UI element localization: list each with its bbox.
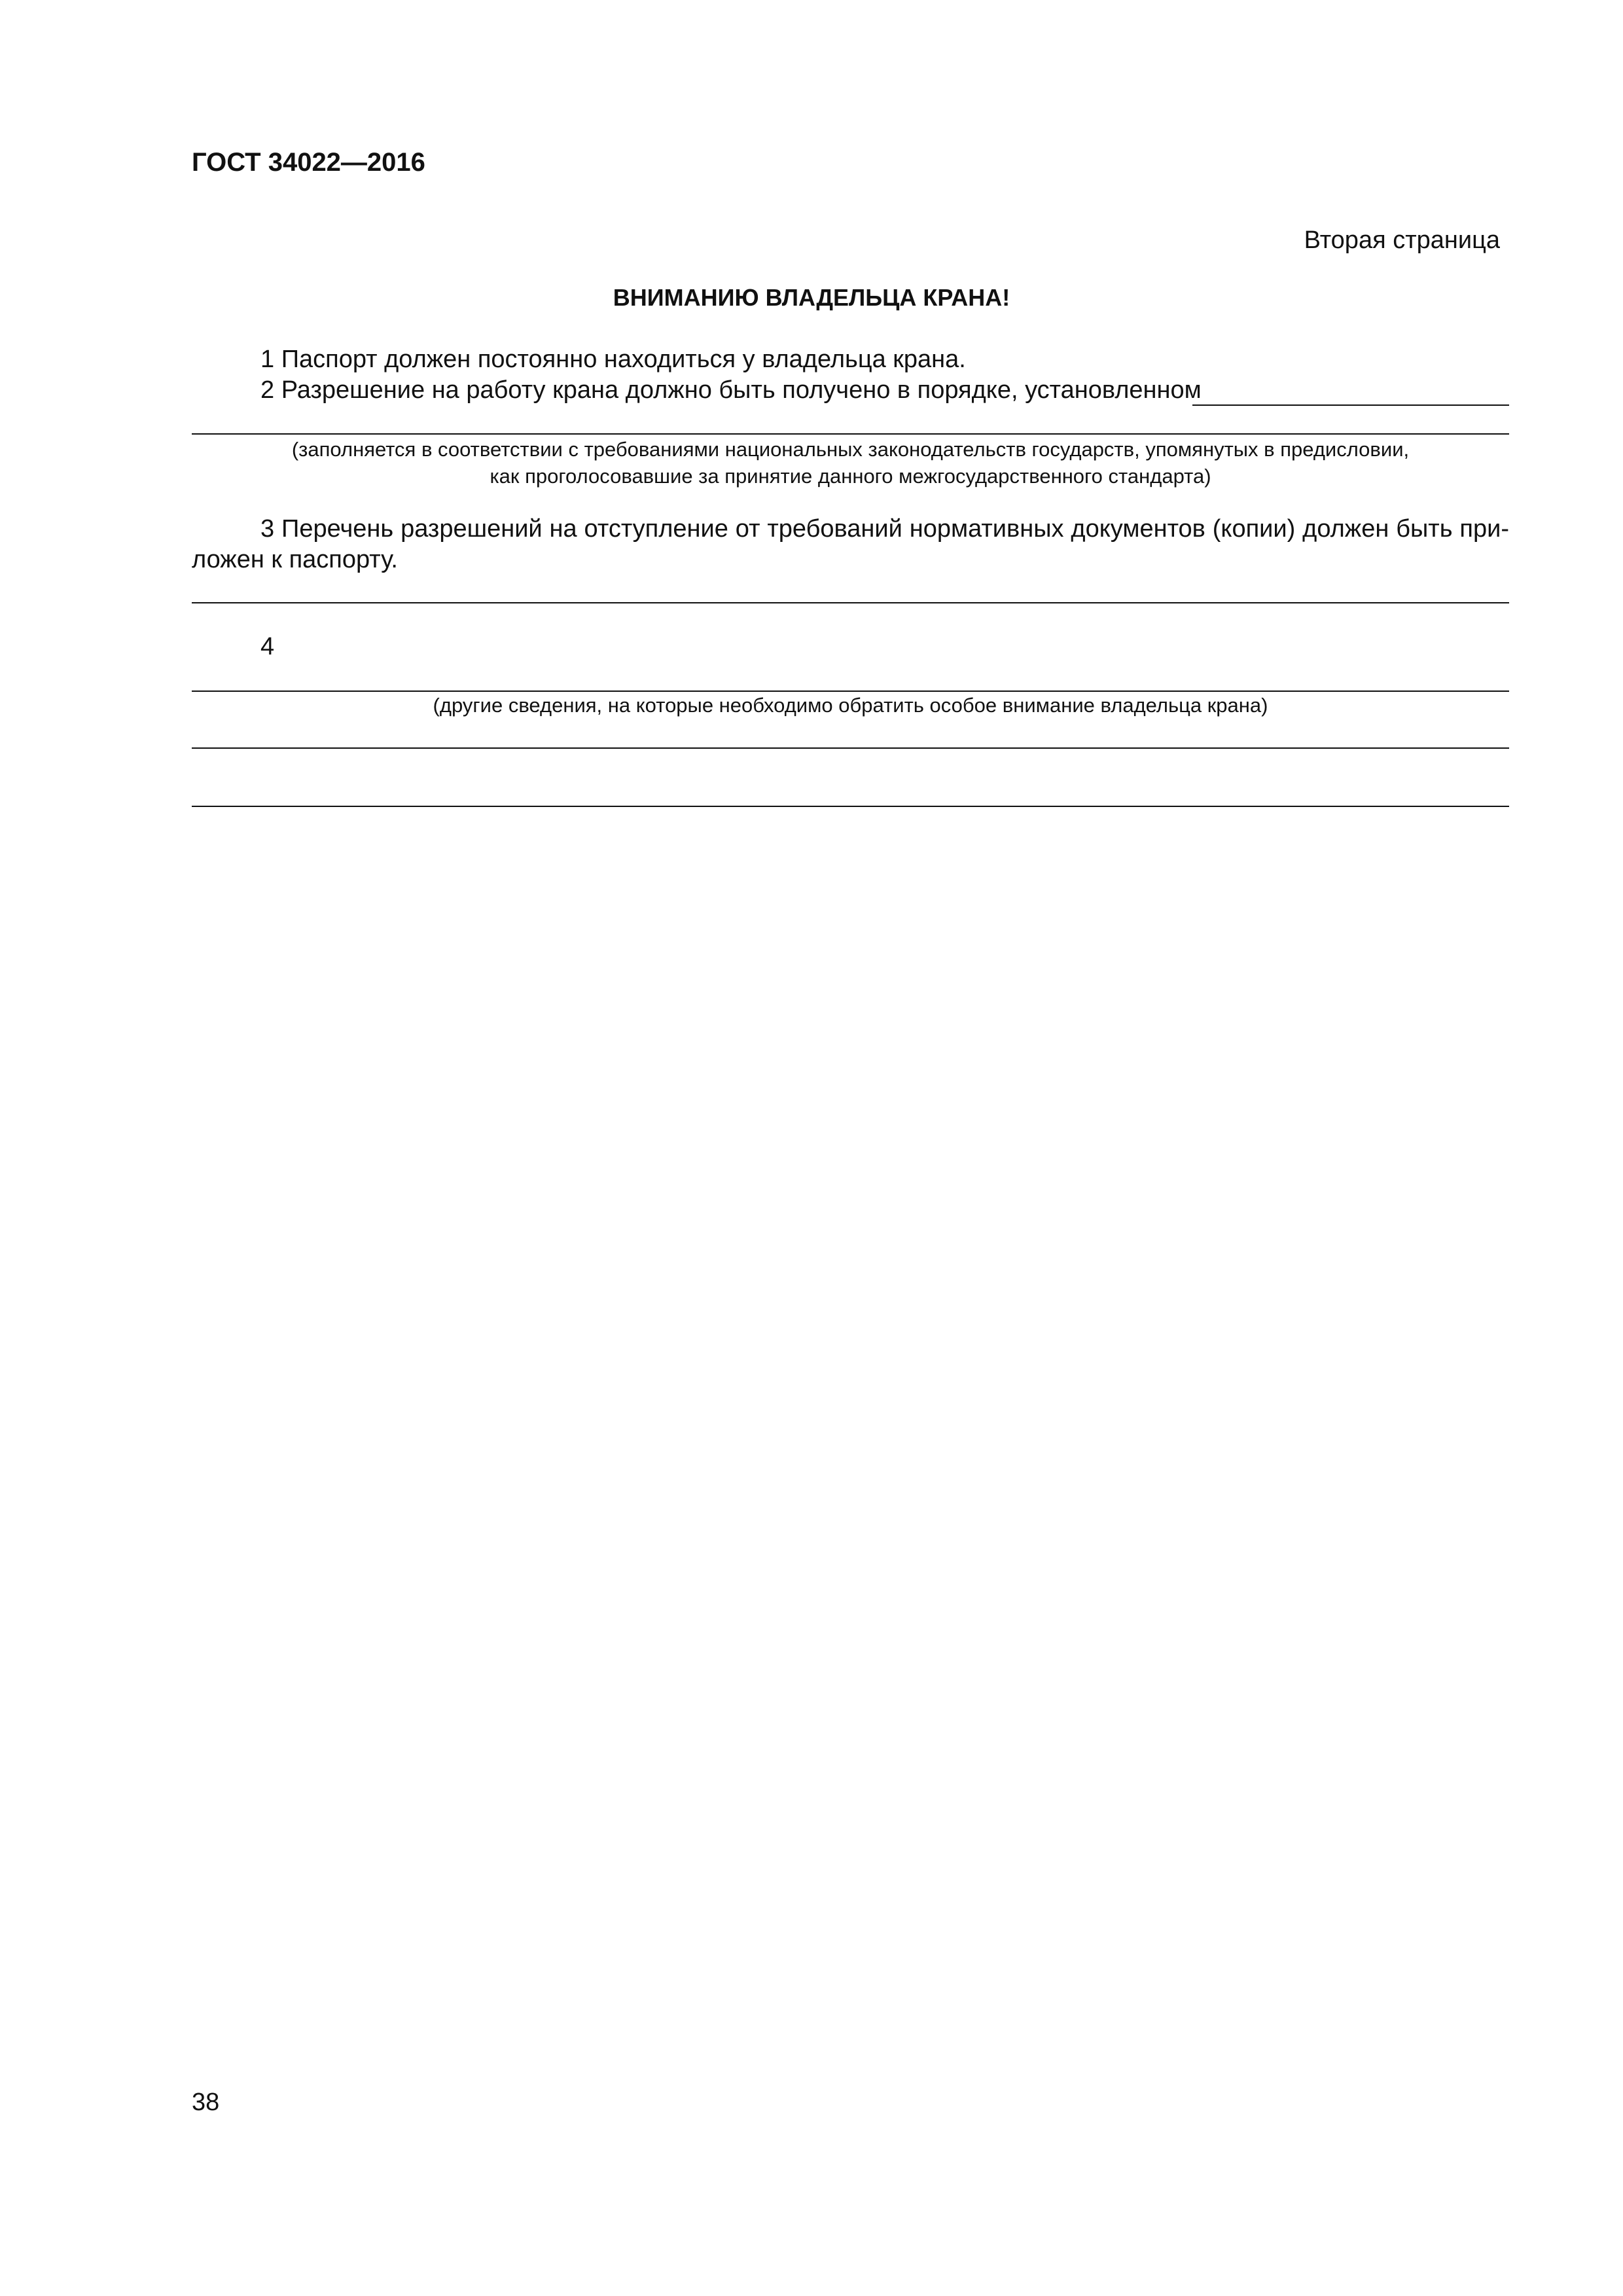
- fill-in-line-authority[interactable]: [192, 433, 1509, 435]
- fill-in-blank-authority[interactable]: [1192, 404, 1509, 406]
- fill-in-line-extra-1[interactable]: [192, 747, 1509, 749]
- page-number: 38: [192, 2089, 220, 2116]
- note-authority-line-1: (заполняется в соответствии с требованиями национальных законодательств государств, упомянутых в предисловии,: [291, 438, 1410, 461]
- page-label: Вторая страница: [1304, 226, 1500, 254]
- page-title: ВНИМАНИЮ ВЛАДЕЛЬЦА КРАНА!: [613, 284, 1010, 311]
- list-item-1: 1 Паспорт должен постоянно находиться у владельца крана.: [260, 346, 966, 373]
- note-authority-line-2: как проголосовавшие за принятие данного межгосударственного стандарта): [490, 465, 1211, 488]
- note-other-info: (другие сведения, на которые необходимо обратить особое внимание владельца крана): [433, 694, 1268, 717]
- note-authority: [192, 436, 1509, 490]
- list-item-4: 4: [260, 633, 275, 660]
- fill-in-line-extra-2[interactable]: [192, 806, 1509, 807]
- document-code: ГОСТ 34022—2016: [192, 148, 425, 177]
- list-item-3: 3 Перечень разрешений на отступление от требований нормативных документов (копии) должен быть приложен к паспорту.: [192, 515, 1509, 573]
- list-item-2: 2 Разрешение на работу крана должно быть получено в порядке, установленном: [260, 376, 1202, 404]
- fill-in-line-item-3[interactable]: [192, 602, 1509, 603]
